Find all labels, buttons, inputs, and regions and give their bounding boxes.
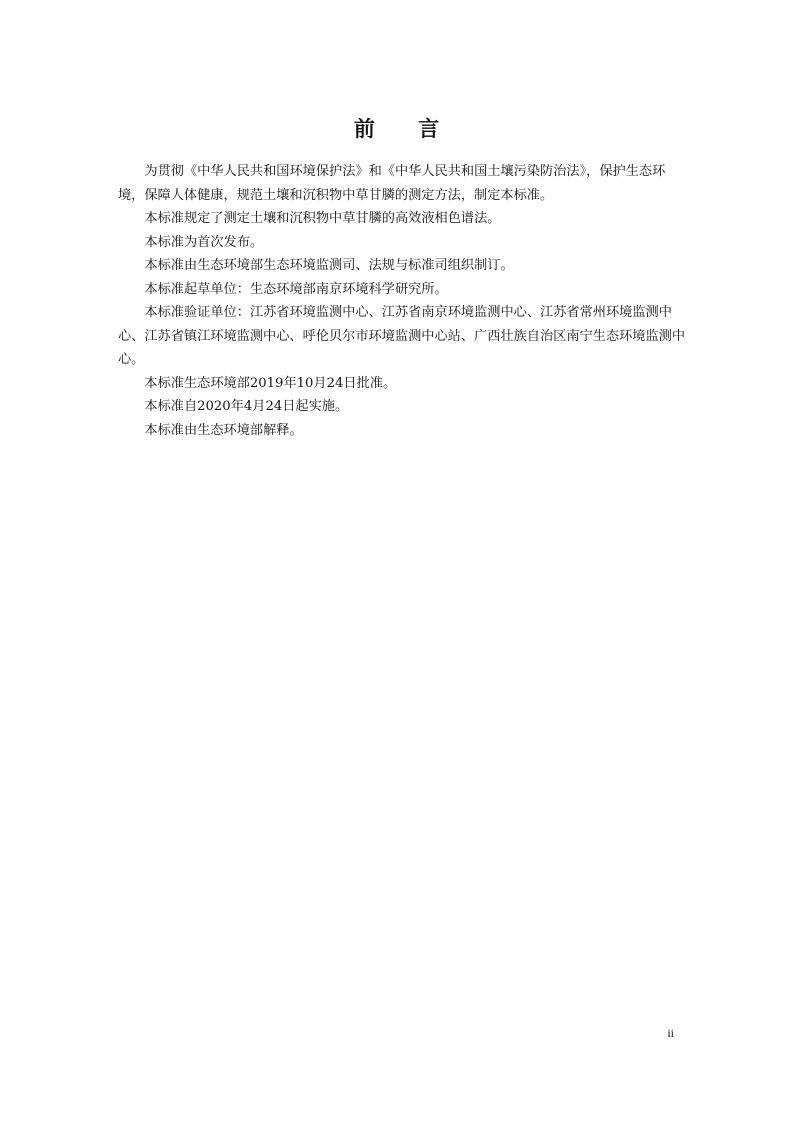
page-number: ii — [667, 1026, 674, 1040]
paragraph-first-release: 本标准为首次发布。 — [144, 234, 264, 250]
paragraph-verification-units: 本标准验证单位：江苏省环境监测中心、江苏省南京环境监测中心、江苏省常州环境监测中心、江苏省镇江环境监测中心、呼伦贝尔市环境监测中心站、广西壮族自治区南宁生态环境监测中心。 — [118, 305, 686, 367]
paragraph-interpretation: 本标准由生态环境部解释。 — [144, 422, 303, 438]
paragraph-organizer: 本标准由生态环境部生态环境监测司、法规与标准司组织制订。 — [144, 258, 514, 273]
paragraph-purpose: 为贯彻《中华人民共和国环境保护法》和《中华人民共和国土壤污染防治法》，保护生态环境，保障人体健康，规范土壤和沉积物中草甘膦的测定方法，制定本标准。 — [118, 164, 666, 203]
paragraph-approval-date: 本标准生态环境部2019年10月24日批准。 — [144, 375, 397, 391]
body-text — [118, 160, 690, 442]
paragraph-effective-date: 本标准自2020年4月24日起实施。 — [144, 399, 349, 414]
paragraph-drafting-unit: 本标准起草单位：生态环境部南京环境科学研究所。 — [144, 281, 448, 297]
page-title: 前 言 — [353, 116, 458, 141]
paragraph-scope: 本标准规定了测定土壤和沉积物中草甘膦的高效液相色谱法。 — [144, 211, 501, 226]
